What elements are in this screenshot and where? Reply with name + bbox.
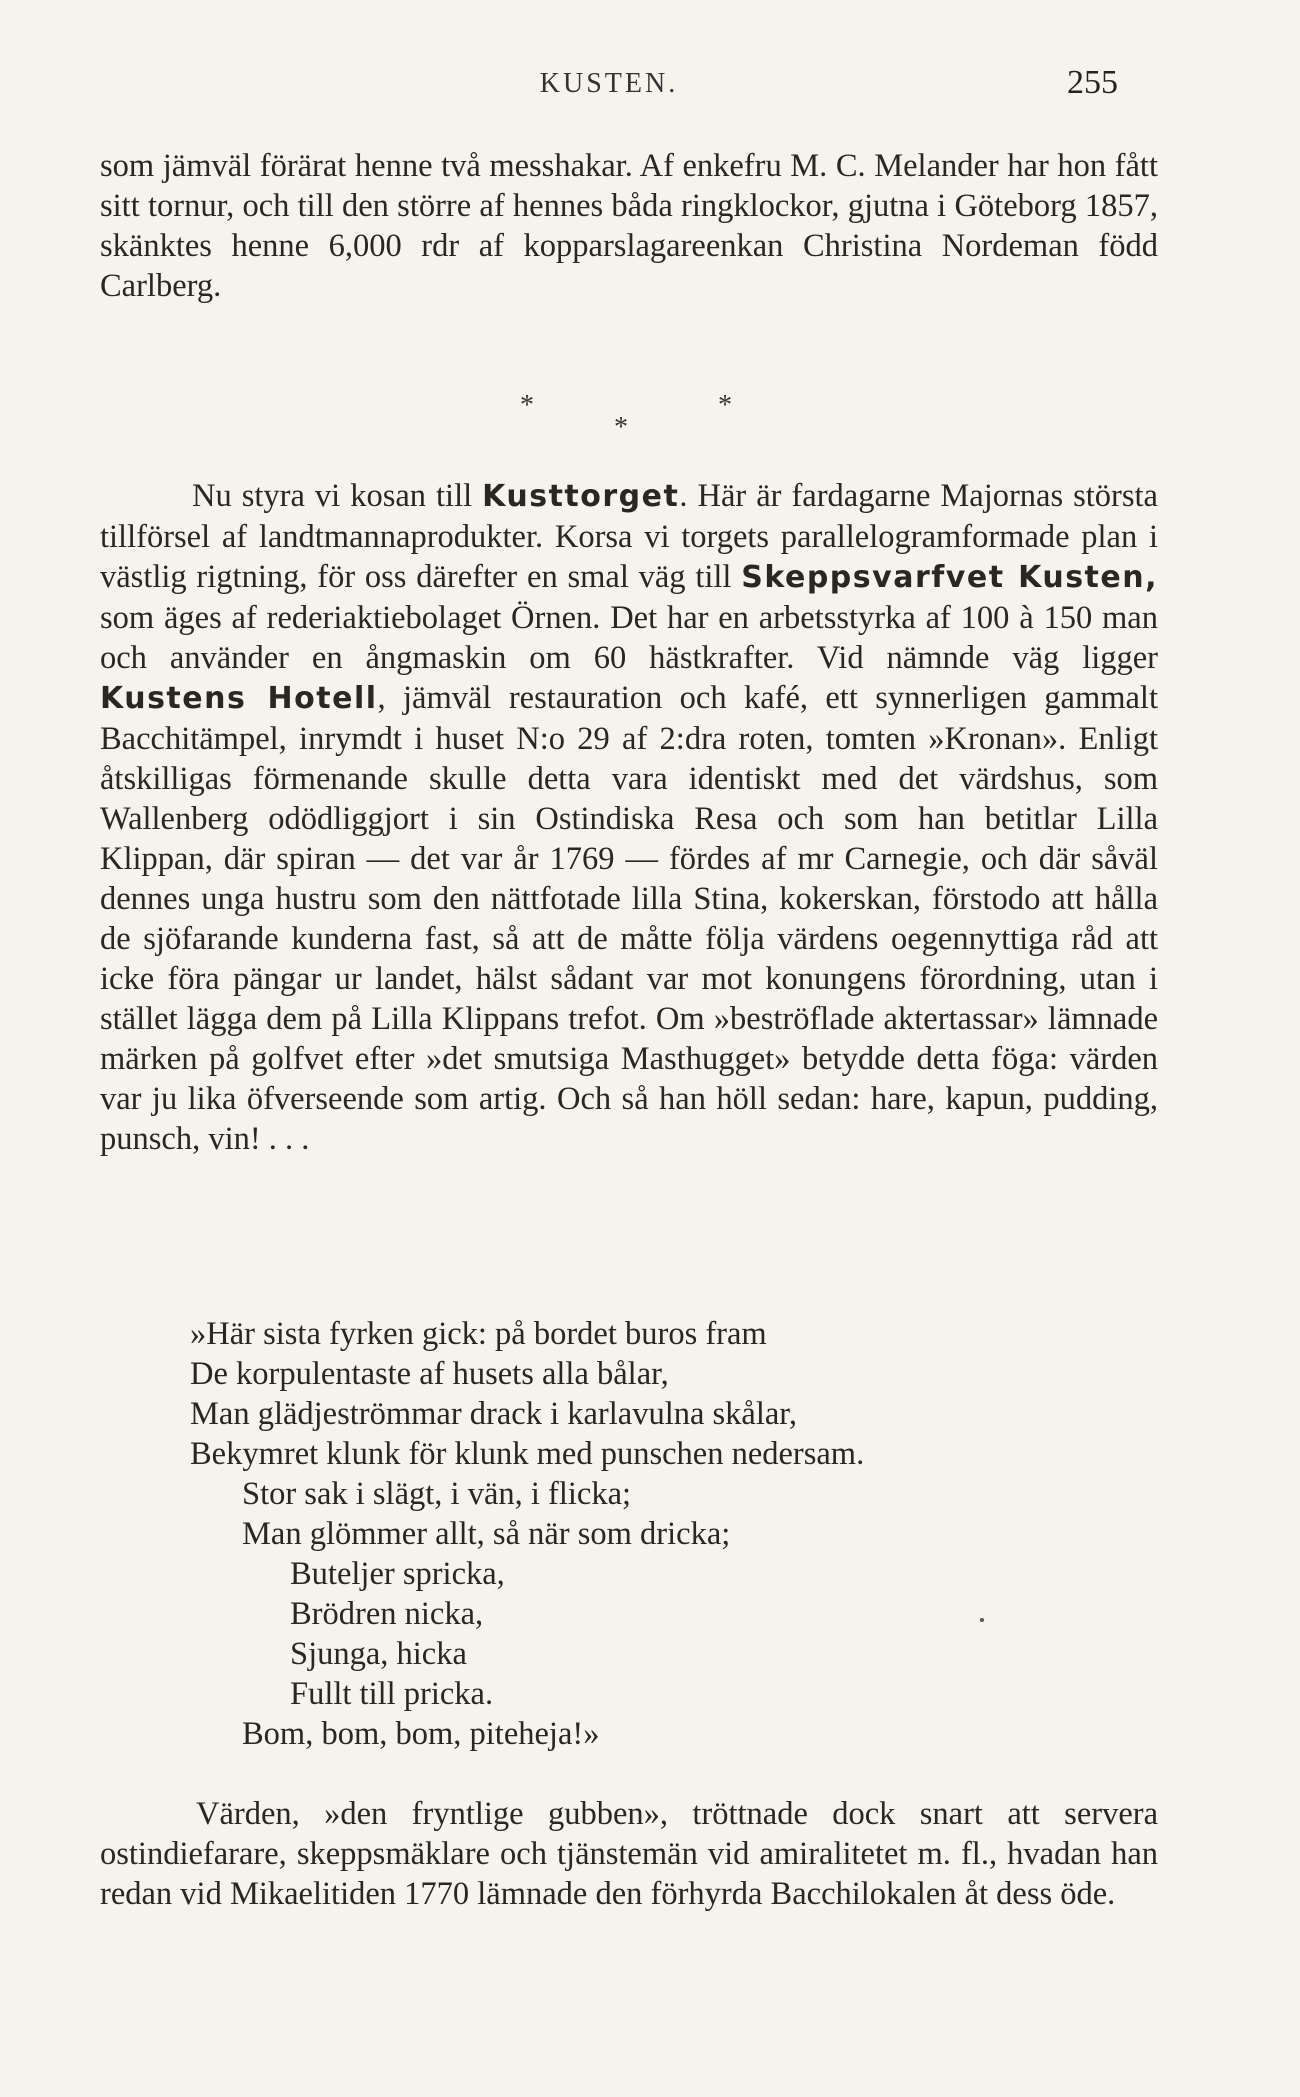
- asterisk-1: *: [520, 390, 534, 421]
- poem-line: Bom, bom, bom, piteheja!»: [242, 1716, 600, 1752]
- place-name-skeppsvarfvet: Skeppsvarfvet Kusten,: [741, 560, 1158, 595]
- poem-block: [190, 1314, 1090, 1754]
- paragraph-3: [100, 1794, 1158, 1914]
- paragraph-1-text: som jämväl förärat henne två messhakar. Af enkefru M. C. Melander har hon fått sitt tornur, och till den större af hennes båda ringklockor, gjutna i Göteborg 1857, skänktes henne 6,000 rdr af kopparslagareenkan Christina Nordeman född Carlberg.: [100, 148, 1158, 304]
- place-name-kusttorget: Kusttorget: [482, 479, 680, 514]
- poem-line: Man glädjeströmmar drack i karlavulna skålar,: [190, 1396, 797, 1432]
- poem-line: De korpulentaste af husets alla bålar,: [190, 1356, 669, 1392]
- asterisk-3: *: [614, 412, 628, 443]
- paragraph-1: [100, 146, 1158, 306]
- poem-line: Bekymret klunk för klunk med punschen nedersam.: [190, 1436, 865, 1472]
- place-name-hotell: Kustens Hotell: [100, 681, 378, 716]
- poem-line: Stor sak i slägt, i vän, i flicka;: [242, 1476, 632, 1512]
- poem-line: Brödren nicka,: [290, 1596, 484, 1632]
- paragraph-2-part-2: . Här är fardagarne Majornas största tillförsel af landtmannaprodukter. Korsa vi torgets parallelogramformade plan i västlig rigtning, för oss därefter en smal väg till: [100, 478, 1158, 595]
- paragraph-2-part-3: som äges af rederiaktiebolaget Örnen. Det har en arbetsstyrka af 100 à 150 man och använder en ångmaskin om 60 hästkrafter. Vid nämnde väg ligger: [100, 600, 1158, 676]
- asterisk-2: *: [718, 390, 732, 421]
- page-number: 255: [1067, 64, 1118, 101]
- poem-line: Sjunga, hicka: [290, 1636, 467, 1672]
- poem-line: »Här sista fyrken gick: på bordet buros fram: [190, 1316, 767, 1352]
- paragraph-2-part-4: , jämväl restauration och kafé, ett synnerligen gammalt Bacchitämpel, inrymdt i huset N:o 29 af 2:dra roten, tomten »Kronan». Enligt åtskilligas förmenande skulle detta vara identiskt med det värdshus, som Wallenberg odödliggjort i sin Ostindiska Resa och som han betitlar Lilla Klippan, där spiran — det var år 1769 — fördes af mr Carnegie, och där såväl dennes unga hustru som den nättfotade lilla Stina, kokerskan, förstodo att hålla de sjöfarande kunderna fast, så att de måtte följa värdens oegennyttiga råd att icke föra pängar ur landet, hälst sådant var mot konungens förordning, utan i stället lägga dem på Lilla Klippans trefot. Om »beströflade aktertassar» lämnade märken på golfvet efter »det smutsiga Masthugget» betydde detta föga: värden var ju lika öfverseende som artig. Och så han höll sedan: hare, kapun, pudding, punsch, vin! . . .: [100, 680, 1158, 1157]
- paragraph-3-text: Värden, »den fryntlige gubben», tröttnade dock snart att servera ostindiefarare, skeppsmäklare och tjänstemän vid amiralitetet m. fl., hvadan han redan vid Mikaelitiden 1770 lämnade den förhyrda Bacchilokalen åt dess öde.: [100, 1796, 1158, 1912]
- paragraph-2-part-1: Nu styra vi kosan till: [192, 478, 483, 514]
- poem-line: Fullt till pricka.: [290, 1676, 494, 1712]
- poem-line: Man glömmer allt, så när som dricka;: [242, 1516, 731, 1552]
- poem-line: Buteljer spricka,: [290, 1556, 505, 1592]
- page-header: [100, 64, 1118, 108]
- running-title: KUSTEN.: [539, 68, 679, 99]
- asterism-divider: [0, 390, 1300, 443]
- paragraph-2: [100, 476, 1158, 1159]
- print-speck: [980, 1618, 984, 1622]
- paragraph-2-text: [100, 476, 1158, 1159]
